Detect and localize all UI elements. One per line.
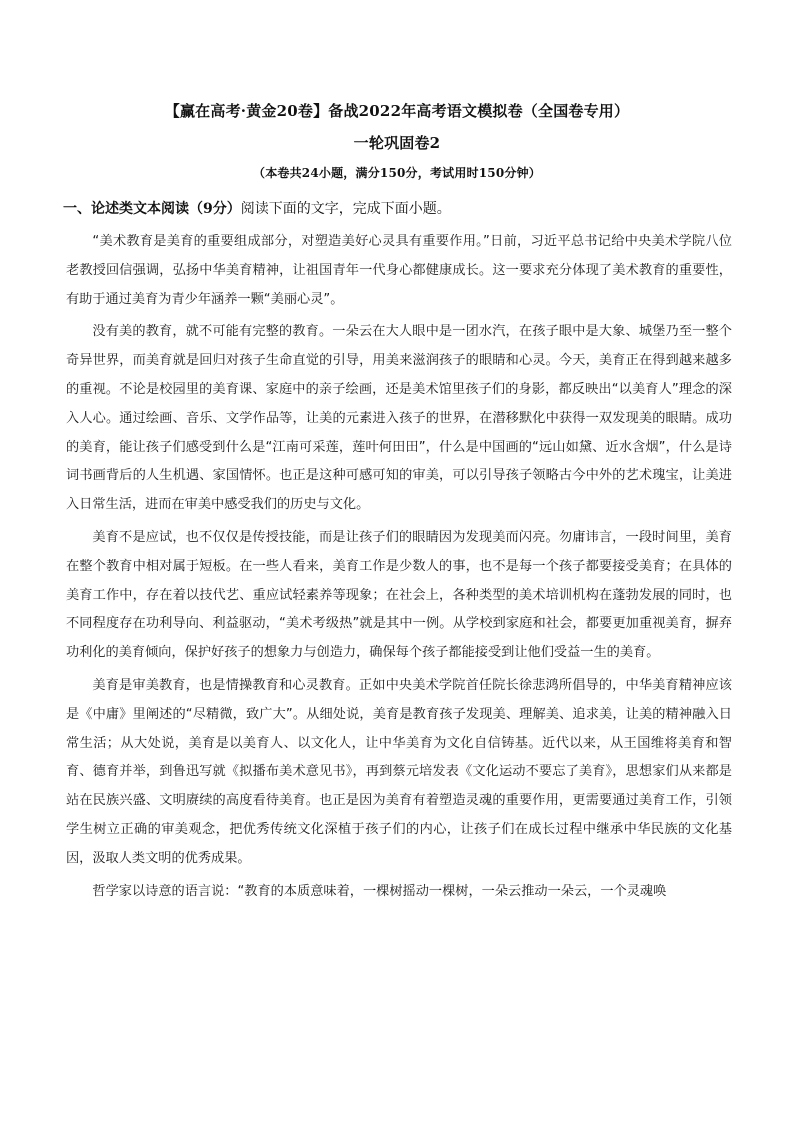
- section-instruction: 阅读下面的文字，完成下面小题。: [240, 201, 451, 217]
- paragraph-2: 没有美的教育，就不可能有完整的教育。一朵云在大人眼中是一团水汽，在孩子眼中是大象、城堡乃至一整个奇异世界，而美育就是回归对孩子生命直觉的引导，用美来滋润孩子的眼睛和心灵。今天，美育正在得到越来越多的重视。不论是校园里的美育课、家庭中的亲子绘画，还是美术馆里孩子们的身影，都反映出“以美育人”理念的深入人心。通过绘画、音乐、文学作品等，让美的元素进入孩子的世界，在潜移默化中获得一双发现美的眼睛。成功的美育，能让孩子们感受到什么是“江南可采莲，莲叶何田田”，什么是中国画的“远山如黛、近水含烟”，什么是诗词书画背后的人生机遇、家国情怀。也正是这种可感可知的审美，可以引导孩子领略古今中外的艺术瑰宝，让美进入日常生活，进而在审美中感受我们的历史与文化。: [66, 324, 732, 513]
- exam-note: （本卷共24小题，满分150分，考试用时150分钟）: [253, 166, 541, 180]
- paragraph-1: “美术教育是美育的重要组成部分，对塑造美好心灵具有重要作用。”日前，习近平总书记给中央美术学院八位老教授回信强调，弘扬中华美育精神，让祖国青年一代身心都健康成长。这一要求充分体现了美术教育的重要性，有助于通过美育为青少年涵养一颗“美丽心灵”。: [66, 234, 732, 307]
- section-label: 一、论述类文本阅读（9分）: [63, 201, 241, 217]
- section-heading: [63, 198, 451, 218]
- document-title: 【赢在高考·黄金20卷】备战2022年高考语文模拟卷（全国卷专用）: [164, 102, 630, 120]
- document-subtitle: 一轮巩固卷2: [353, 134, 441, 152]
- paragraph-3: 美育不是应试，也不仅仅是传授技能，而是让孩子们的眼睛因为发现美而闪亮。勿庸讳言，一段时间里，美育在整个教育中相对属于短板。在一些人看来，美育工作是少数人的事，也不是每一个孩子都要接受美育；在具体的美育工作中，存在着以技代艺、重应试轻素养等现象；在社会上，各种类型的美术培训机构在蓬勃发展的同时，也不同程度存在功利导向、利益驱动，“美术考级热”就是其中一例。从学校到家庭和社会，都要更加重视美育，摒弃功利化的美育倾向，保护好孩子的想象力与创造力，确保每个孩子都能接受到让他们受益一生的美育。: [66, 529, 732, 661]
- paragraph-4: 美育是审美教育，也是情操教育和心灵教育。正如中央美术学院首任院长徐悲鸿所倡导的，中华美育精神应该是《中庸》里阐述的“尽精微，致广大”。从细处说，美育是教育孩子发现美、理解美、追求美，让美的精神融入日常生活；从大处说，美育是以美育人、以文化人，让中华美育为文化自信铸基。近代以来，从王国维将美育和智育、德育并举，到鲁迅写就《拟播布美术意见书》，再到蔡元培发表《文化运动不要忘了美育》，思想家们从来都是站在民族兴盛、文明赓续的高度看待美育。也正是因为美育有着塑造灵魂的重要作用，更需要通过美育工作，引领学生树立正确的审美观念，把优秀传统文化深植于孩子们的内心，让孩子们在成长过程中继承中华民族的文化基因，汲取人类文明的优秀成果。: [66, 677, 732, 866]
- reading-passage: [66, 228, 732, 910]
- paragraph-5: 哲学家以诗意的语言说：“教育的本质意味着，一棵树摇动一棵树，一朵云推动一朵云，一个灵魂唤: [92, 883, 667, 899]
